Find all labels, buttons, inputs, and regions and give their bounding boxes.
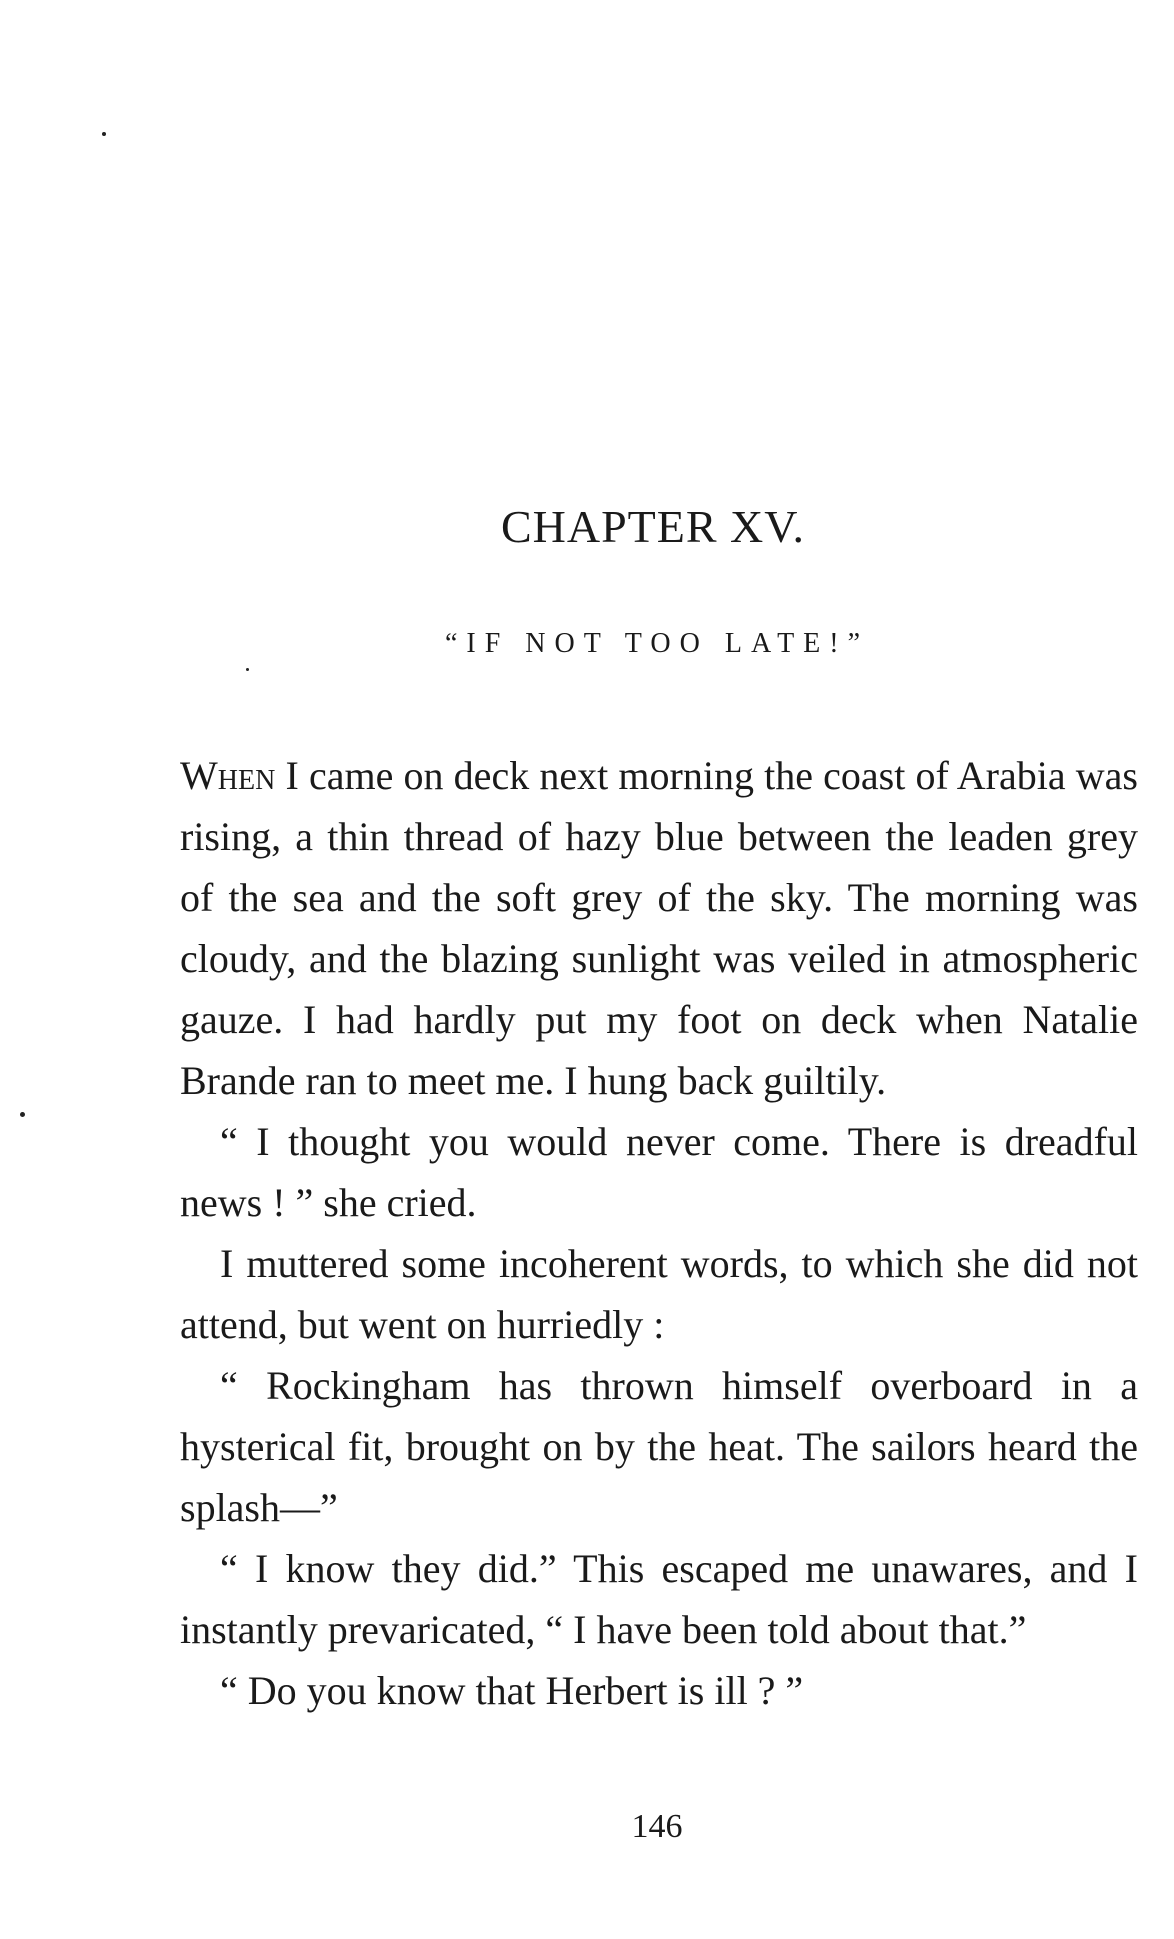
paragraph: “ I know they did.” This escaped me unawares, and I instantly prevaricated, “ I have been told about that.” [180, 1546, 1138, 1652]
paragraph-text: I came on deck next morning the coast of Arabia was rising, a thin thread of hazy blue between the leaden grey of the sea and the soft grey of the sky. The morning was cloudy, and the blazing sunlight was veiled in atmospheric gauze. I had hardly put my foot on deck when Natalie Brande ran to meet me. I hung back guiltily. [180, 753, 1138, 1103]
paragraph: “ Do you know that Herbert is ill ? ” [220, 1668, 804, 1713]
paragraph: I muttered some incoherent words, to which she did not attend, but went on hurriedly : [180, 1241, 1138, 1347]
chapter-subtitle: “IF NOT TOO LATE!” [444, 628, 870, 659]
chapter-heading: CHAPTER XV. [500, 501, 806, 552]
paragraph-lead-word: When [180, 753, 276, 798]
body-text [180, 745, 1138, 1721]
print-speck [246, 668, 249, 671]
print-speck [20, 1112, 25, 1117]
paragraph [180, 745, 1138, 1111]
print-speck [102, 132, 106, 136]
paragraph: “ Rockingham has thrown himself overboard in a hysterical fit, brought on by the heat. The sailors heard the splash—” [180, 1363, 1138, 1530]
paragraph: “ I thought you would never come. There is dreadful news ! ” she cried. [180, 1119, 1138, 1225]
page-number: 146 [631, 1808, 683, 1845]
